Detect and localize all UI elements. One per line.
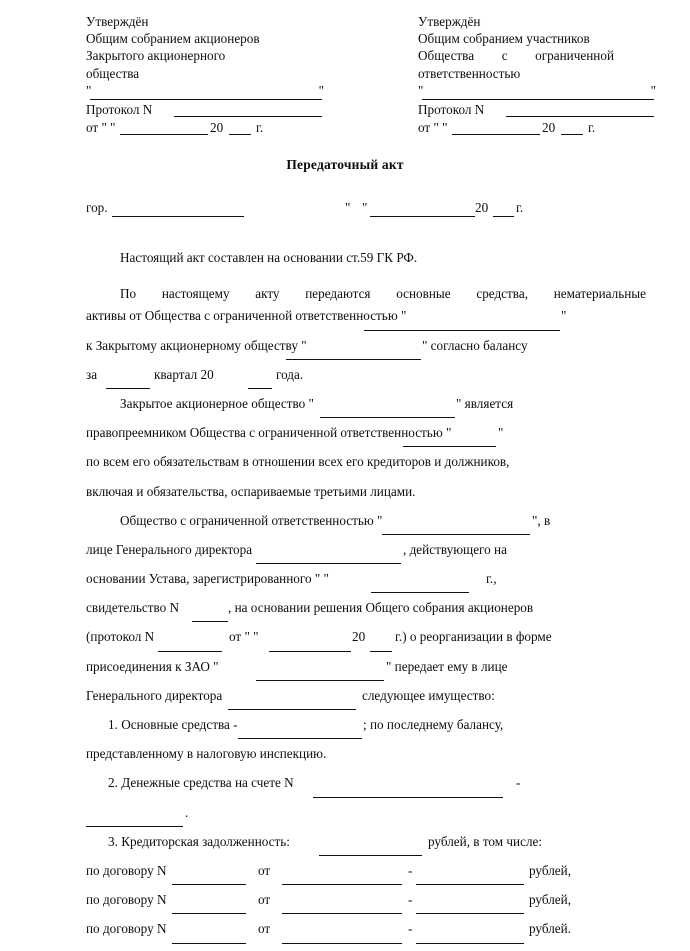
page-title: Передаточный акт	[286, 157, 404, 172]
contract-dash: -	[408, 921, 413, 937]
quarter-year-rule	[248, 388, 272, 389]
successor-company-rule	[320, 417, 455, 418]
quarter-prefix: за	[86, 366, 98, 382]
quarter-middle: квартал 20	[154, 366, 214, 382]
item-1-continuation-text: представленному в налоговую инспекцию.	[86, 746, 327, 762]
charter-date-rule	[371, 592, 469, 593]
left-quote-close: "	[318, 82, 324, 98]
director-name-rule	[256, 563, 401, 564]
paragraph-llc-line-3[interactable]	[86, 571, 646, 600]
right-quote-close: "	[650, 82, 656, 98]
left-date-field[interactable]	[86, 119, 336, 137]
right-date-field[interactable]	[418, 119, 668, 137]
item-1-suffix: ; по последнему балансу,	[363, 717, 504, 732]
successor-of-company-rule	[403, 446, 496, 447]
right-company-name-rule	[422, 99, 654, 100]
left-approved-label: Утверждён	[86, 14, 149, 29]
contract-from-label: от	[258, 862, 271, 878]
right-quote-open: "	[418, 82, 424, 98]
llc-company-rule	[382, 534, 530, 535]
right-from-label: от " "	[418, 119, 448, 135]
protocol-ref-label: (протокол N	[86, 629, 155, 645]
paragraph-transfer-line-2[interactable]	[86, 308, 646, 337]
contract-currency: рублей,	[529, 862, 572, 878]
contract-label: по договору N	[86, 892, 167, 908]
approval-block-left	[86, 13, 336, 137]
right-entity-line-1: Общества с ограниченной	[418, 48, 614, 64]
item-1-continuation	[86, 746, 646, 775]
contract-amount-rule	[416, 943, 524, 944]
paragraph-successor-line-1[interactable]	[86, 396, 646, 425]
date-year-prefix: 20	[475, 200, 489, 215]
contract-amount-rule	[416, 913, 524, 914]
paragraph-basis-text: Настоящий акт составлен на основании ст.59 ГК РФ.	[120, 250, 418, 265]
item-1-label: 1. Основные средства -	[108, 717, 238, 732]
item-2-dash: -	[516, 775, 521, 791]
right-year-rule	[561, 134, 583, 135]
protocol-ref-date-rule	[269, 651, 351, 652]
approval-block-right	[418, 13, 668, 137]
contract-date-rule	[282, 884, 402, 885]
left-protocol-rule	[174, 116, 322, 117]
right-approved-label: Утверждён	[418, 14, 481, 29]
right-protocol-field[interactable]	[418, 101, 668, 119]
transfer-from-quote-close: "	[561, 308, 567, 324]
contract-date-rule	[282, 913, 402, 914]
city-label: гор.	[86, 200, 108, 215]
item-2-continuation[interactable]	[86, 805, 646, 834]
contract-row[interactable]	[86, 863, 646, 892]
transfer-to-suffix: " согласно балансу	[422, 337, 528, 353]
item-3-amount-rule	[319, 855, 422, 856]
successor-of-label: правопреемником Общества с ограниченной ответственностью "	[86, 425, 452, 441]
paragraph-llc-line-5[interactable]	[86, 629, 646, 658]
contract-from-label: от	[258, 892, 271, 908]
contract-label: по договору N	[86, 921, 167, 937]
city-and-date-line[interactable]	[86, 200, 646, 220]
successor-obligations-text: по всем его обязательствам в отношении всех его кредиторов и должников,	[86, 454, 510, 470]
charter-suffix: г.,	[486, 571, 497, 587]
paragraph-successor-line-2[interactable]	[86, 425, 646, 454]
contract-row[interactable]	[86, 892, 646, 921]
left-meeting-line: Общим собранием акционеров	[86, 31, 260, 47]
transfer-to-label: к Закрытому акционерному обществу "	[86, 337, 307, 353]
receiving-director-label: Генерального директора	[86, 687, 223, 703]
date-year-suffix: г.	[516, 200, 524, 215]
paragraph-llc-line-4[interactable]	[86, 600, 646, 629]
merge-to-suffix: " передает ему в лице	[386, 658, 508, 674]
contract-currency: рублей.	[529, 921, 572, 937]
paragraph-transfer-line-1	[86, 279, 646, 308]
contract-row[interactable]	[86, 921, 646, 950]
contract-currency: рублей,	[529, 892, 572, 908]
transfer-from-company-rule	[364, 330, 560, 331]
paragraph-successor-line-4	[86, 484, 646, 513]
left-entity-line-1: Закрытого акционерного	[86, 48, 226, 64]
item-3-suffix: рублей, в том числе:	[428, 833, 543, 849]
paragraph-llc-line-6[interactable]	[86, 659, 646, 688]
contract-dash: -	[408, 892, 413, 908]
successor-disputes-text: включая и обязательства, оспариваемые третьими лицами.	[86, 483, 416, 499]
paragraph-basis	[86, 250, 646, 279]
right-year-suffix: г.	[588, 119, 596, 135]
paragraph-llc-line-1[interactable]	[86, 513, 646, 542]
contract-number-rule	[172, 943, 246, 944]
certificate-number-rule	[192, 621, 228, 622]
charter-label: основании Устава, зарегистрированного " "	[86, 571, 329, 587]
protocol-ref-from: от " "	[229, 629, 259, 645]
item-2-account-rule	[313, 797, 503, 798]
right-entity-line-2: ответственностью	[418, 65, 521, 81]
protocol-ref-suffix: г.) о реорганизации в форме	[395, 629, 552, 645]
quarter-suffix: года.	[276, 366, 304, 382]
transfer-from-label: активы от Общества с ограниченной ответственностью "	[86, 308, 407, 324]
merge-to-label: присоединения к ЗАО "	[86, 658, 219, 674]
item-1-line[interactable]	[86, 717, 646, 746]
paragraph-transfer-text-1: По настоящему акту передаются основные средства, нематериальные	[120, 286, 646, 302]
certificate-suffix: , на основании решения Общего собрания акционеров	[228, 600, 534, 616]
protocol-ref-number-rule	[158, 651, 222, 652]
contract-dash: -	[408, 862, 413, 878]
item-2-label: 2. Денежные средства на счете N	[108, 775, 294, 791]
document-body	[86, 250, 646, 951]
left-company-name-field[interactable]	[86, 83, 336, 101]
paragraph-successor-line-3	[86, 454, 646, 483]
item-1-value-rule	[238, 738, 362, 739]
left-protocol-field[interactable]	[86, 101, 336, 119]
left-from-label: от " "	[86, 119, 116, 135]
item-3-label: 3. Кредиторская задолженность:	[108, 833, 290, 849]
left-year-prefix: 20	[210, 119, 224, 135]
paragraph-llc-line-7[interactable]	[86, 688, 646, 717]
right-protocol-rule	[506, 116, 654, 117]
contract-from-label: от	[258, 921, 271, 937]
left-year-suffix: г.	[256, 119, 264, 135]
left-date-day-rule	[120, 134, 208, 135]
right-meeting-line: Общим собранием участников	[418, 31, 590, 47]
receiving-director-suffix: следующее имущество:	[362, 687, 495, 703]
left-company-name-rule	[90, 99, 322, 100]
receiving-director-rule	[228, 709, 356, 710]
item-2-continuation-suffix: .	[185, 804, 189, 820]
quarter-number-rule	[106, 388, 150, 389]
director-label: лице Генерального директора	[86, 541, 253, 557]
merge-to-company-rule	[256, 680, 384, 681]
transfer-to-company-rule	[286, 359, 421, 360]
left-year-rule	[229, 134, 251, 135]
paragraph-transfer-line-4[interactable]	[86, 367, 646, 396]
city-input-rule	[112, 216, 244, 217]
right-protocol-label: Протокол N	[418, 101, 485, 117]
date-quote-open: "	[345, 200, 351, 215]
right-date-day-rule	[452, 134, 540, 135]
left-protocol-label: Протокол N	[86, 101, 153, 117]
left-entity-line-2: общества	[86, 65, 140, 81]
successor-suffix: " является	[456, 395, 514, 411]
llc-label: Общество с ограниченной ответственностью "	[120, 512, 383, 528]
left-quote-open: "	[86, 82, 92, 98]
protocol-ref-year-rule	[370, 651, 392, 652]
right-year-prefix: 20	[542, 119, 556, 135]
item-2-line[interactable]	[86, 775, 646, 804]
contract-date-rule	[282, 943, 402, 944]
certificate-label: свидетельство N	[86, 600, 180, 616]
protocol-ref-year-prefix: 20	[352, 629, 366, 645]
contract-number-rule	[172, 913, 246, 914]
successor-label: Закрытое акционерное общество "	[120, 395, 314, 411]
paragraph-llc-line-2[interactable]	[86, 542, 646, 571]
date-quote-close: "	[362, 200, 368, 215]
approval-header	[0, 13, 690, 137]
llc-suffix: ", в	[532, 512, 551, 528]
paragraph-transfer-line-3[interactable]	[86, 338, 646, 367]
right-company-name-field[interactable]	[418, 83, 668, 101]
director-suffix: , действующего на	[403, 541, 507, 557]
contract-amount-rule	[416, 884, 524, 885]
item-2-amount-rule	[86, 826, 183, 827]
contract-number-rule	[172, 884, 246, 885]
contract-label: по договору N	[86, 862, 167, 878]
date-year-rule	[493, 216, 514, 217]
successor-of-quote-close: "	[498, 425, 504, 441]
date-month-rule	[370, 216, 475, 217]
